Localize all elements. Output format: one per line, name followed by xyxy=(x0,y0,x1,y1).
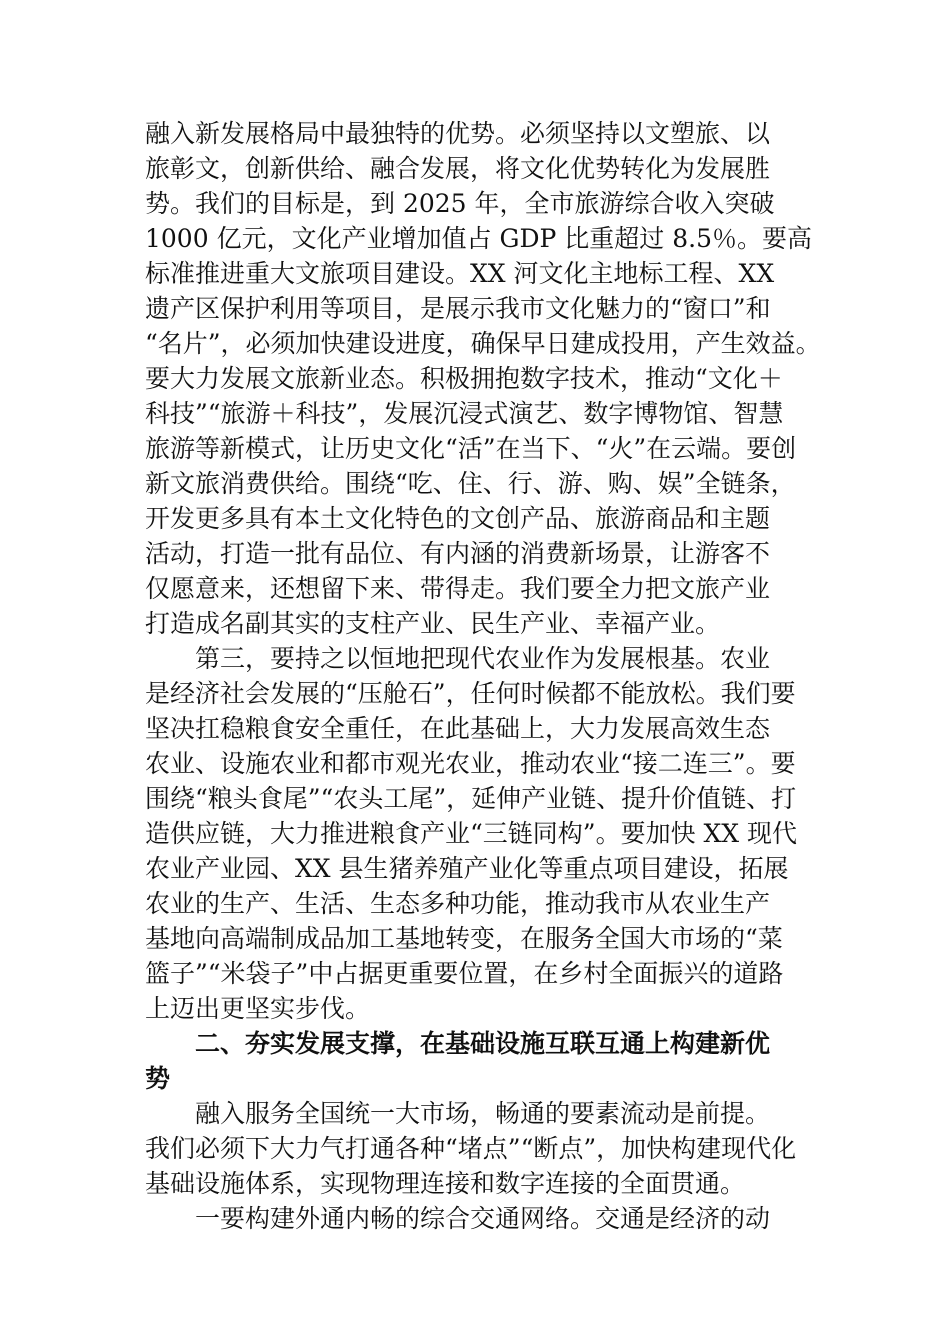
text-line: 旅彰文，创新供给、融合发展，将文化优势转化为发展胜 xyxy=(145,154,771,183)
text-line: 基础设施体系，实现物理连接和数字连接的全面贯通。 xyxy=(145,1169,746,1198)
paragraph-first-line: 一要构建外通内畅的综合交通网络。交通是经济的动 xyxy=(195,1204,771,1233)
paragraph-first-line: 第三，要持之以恒地把现代农业作为发展根基。农业 xyxy=(195,644,771,673)
text-line: 我们必须下大力气打通各种“堵点”“断点”，加快构建现代化 xyxy=(145,1134,797,1163)
text-line: 遗产区保护利用等项目，是展示我市文化魅力的“窗口”和 xyxy=(145,294,771,323)
text-line: 开发更多具有本土文化特色的文创产品、旅游商品和主题 xyxy=(145,504,771,533)
section-heading: 二、夯实发展支撑，在基础设施互联互通上构建新优 xyxy=(195,1029,771,1058)
text-line: 农业产业园、XX 县生猪养殖产业化等重点项目建设，拓展 xyxy=(145,854,789,883)
text-line: 旅游等新模式，让历史文化“活”在当下、“火”在云端。要创 xyxy=(145,434,797,463)
document-body xyxy=(145,116,821,1236)
text-line: 农业的生产、生活、生态多种功能，推动我市从农业生产 xyxy=(145,889,771,918)
text-line: 仅愿意来，还想留下来、带得走。我们要全力把文旅产业 xyxy=(145,574,771,603)
text-line: 要大力发展文旅新业态。积极拥抱数字技术，推动“文化＋ xyxy=(145,364,783,393)
text-line: 打造成名副其实的支柱产业、民生产业、幸福产业。 xyxy=(145,609,721,638)
text-line: 1000 亿元，文化产业增加值占 GDP 比重超过 8.5％。要高 xyxy=(145,224,813,253)
text-line: 活动，打造一批有品位、有内涵的消费新场景，让游客不 xyxy=(145,539,771,568)
text-line: 融入新发展格局中最独特的优势。必须坚持以文塑旅、以 xyxy=(145,119,771,148)
text-line: 围绕“粮头食尾”“农头工尾”，延伸产业链、提升价值链、打 xyxy=(145,784,797,813)
text-line: 科技”“旅游＋科技”，发展沉浸式演艺、数字博物馆、智慧 xyxy=(145,399,784,428)
text-line: 势。我们的目标是，到 2025 年，全市旅游综合收入突破 xyxy=(145,189,775,218)
text-line: 标准推进重大文旅项目建设。XX 河文化主地标工程、XX xyxy=(145,259,775,288)
text-line: 坚决扛稳粮食安全重任，在此基础上，大力发展高效生态 xyxy=(145,714,771,743)
section-heading-continued: 势 xyxy=(145,1064,171,1093)
text-line: 造供应链，大力推进粮食产业“三链同构”。要加快 XX 现代 xyxy=(145,819,798,848)
text-line: 是经济社会发展的“压舱石”，任何时候都不能放松。我们要 xyxy=(145,679,796,708)
text-line: 上迈出更坚实步伐。 xyxy=(145,994,371,1023)
text-line: 基地向高端制成品加工基地转变，在服务全国大市场的“菜 xyxy=(145,924,783,953)
text-line: 农业、设施农业和都市观光农业，推动农业“接二连三”。要 xyxy=(145,749,796,778)
text-line: 新文旅消费供给。围绕“吃、住、行、游、购、娱”全链条， xyxy=(145,469,796,498)
text-line: “名片”，必须加快建设进度，确保早日建成投用，产生效益。 xyxy=(145,329,821,358)
text-line: 篮子”“米袋子”中占据更重要位置，在乡村全面振兴的道路 xyxy=(145,959,784,988)
paragraph-first-line: 融入服务全国统一大市场，畅通的要素流动是前提。 xyxy=(195,1099,771,1128)
